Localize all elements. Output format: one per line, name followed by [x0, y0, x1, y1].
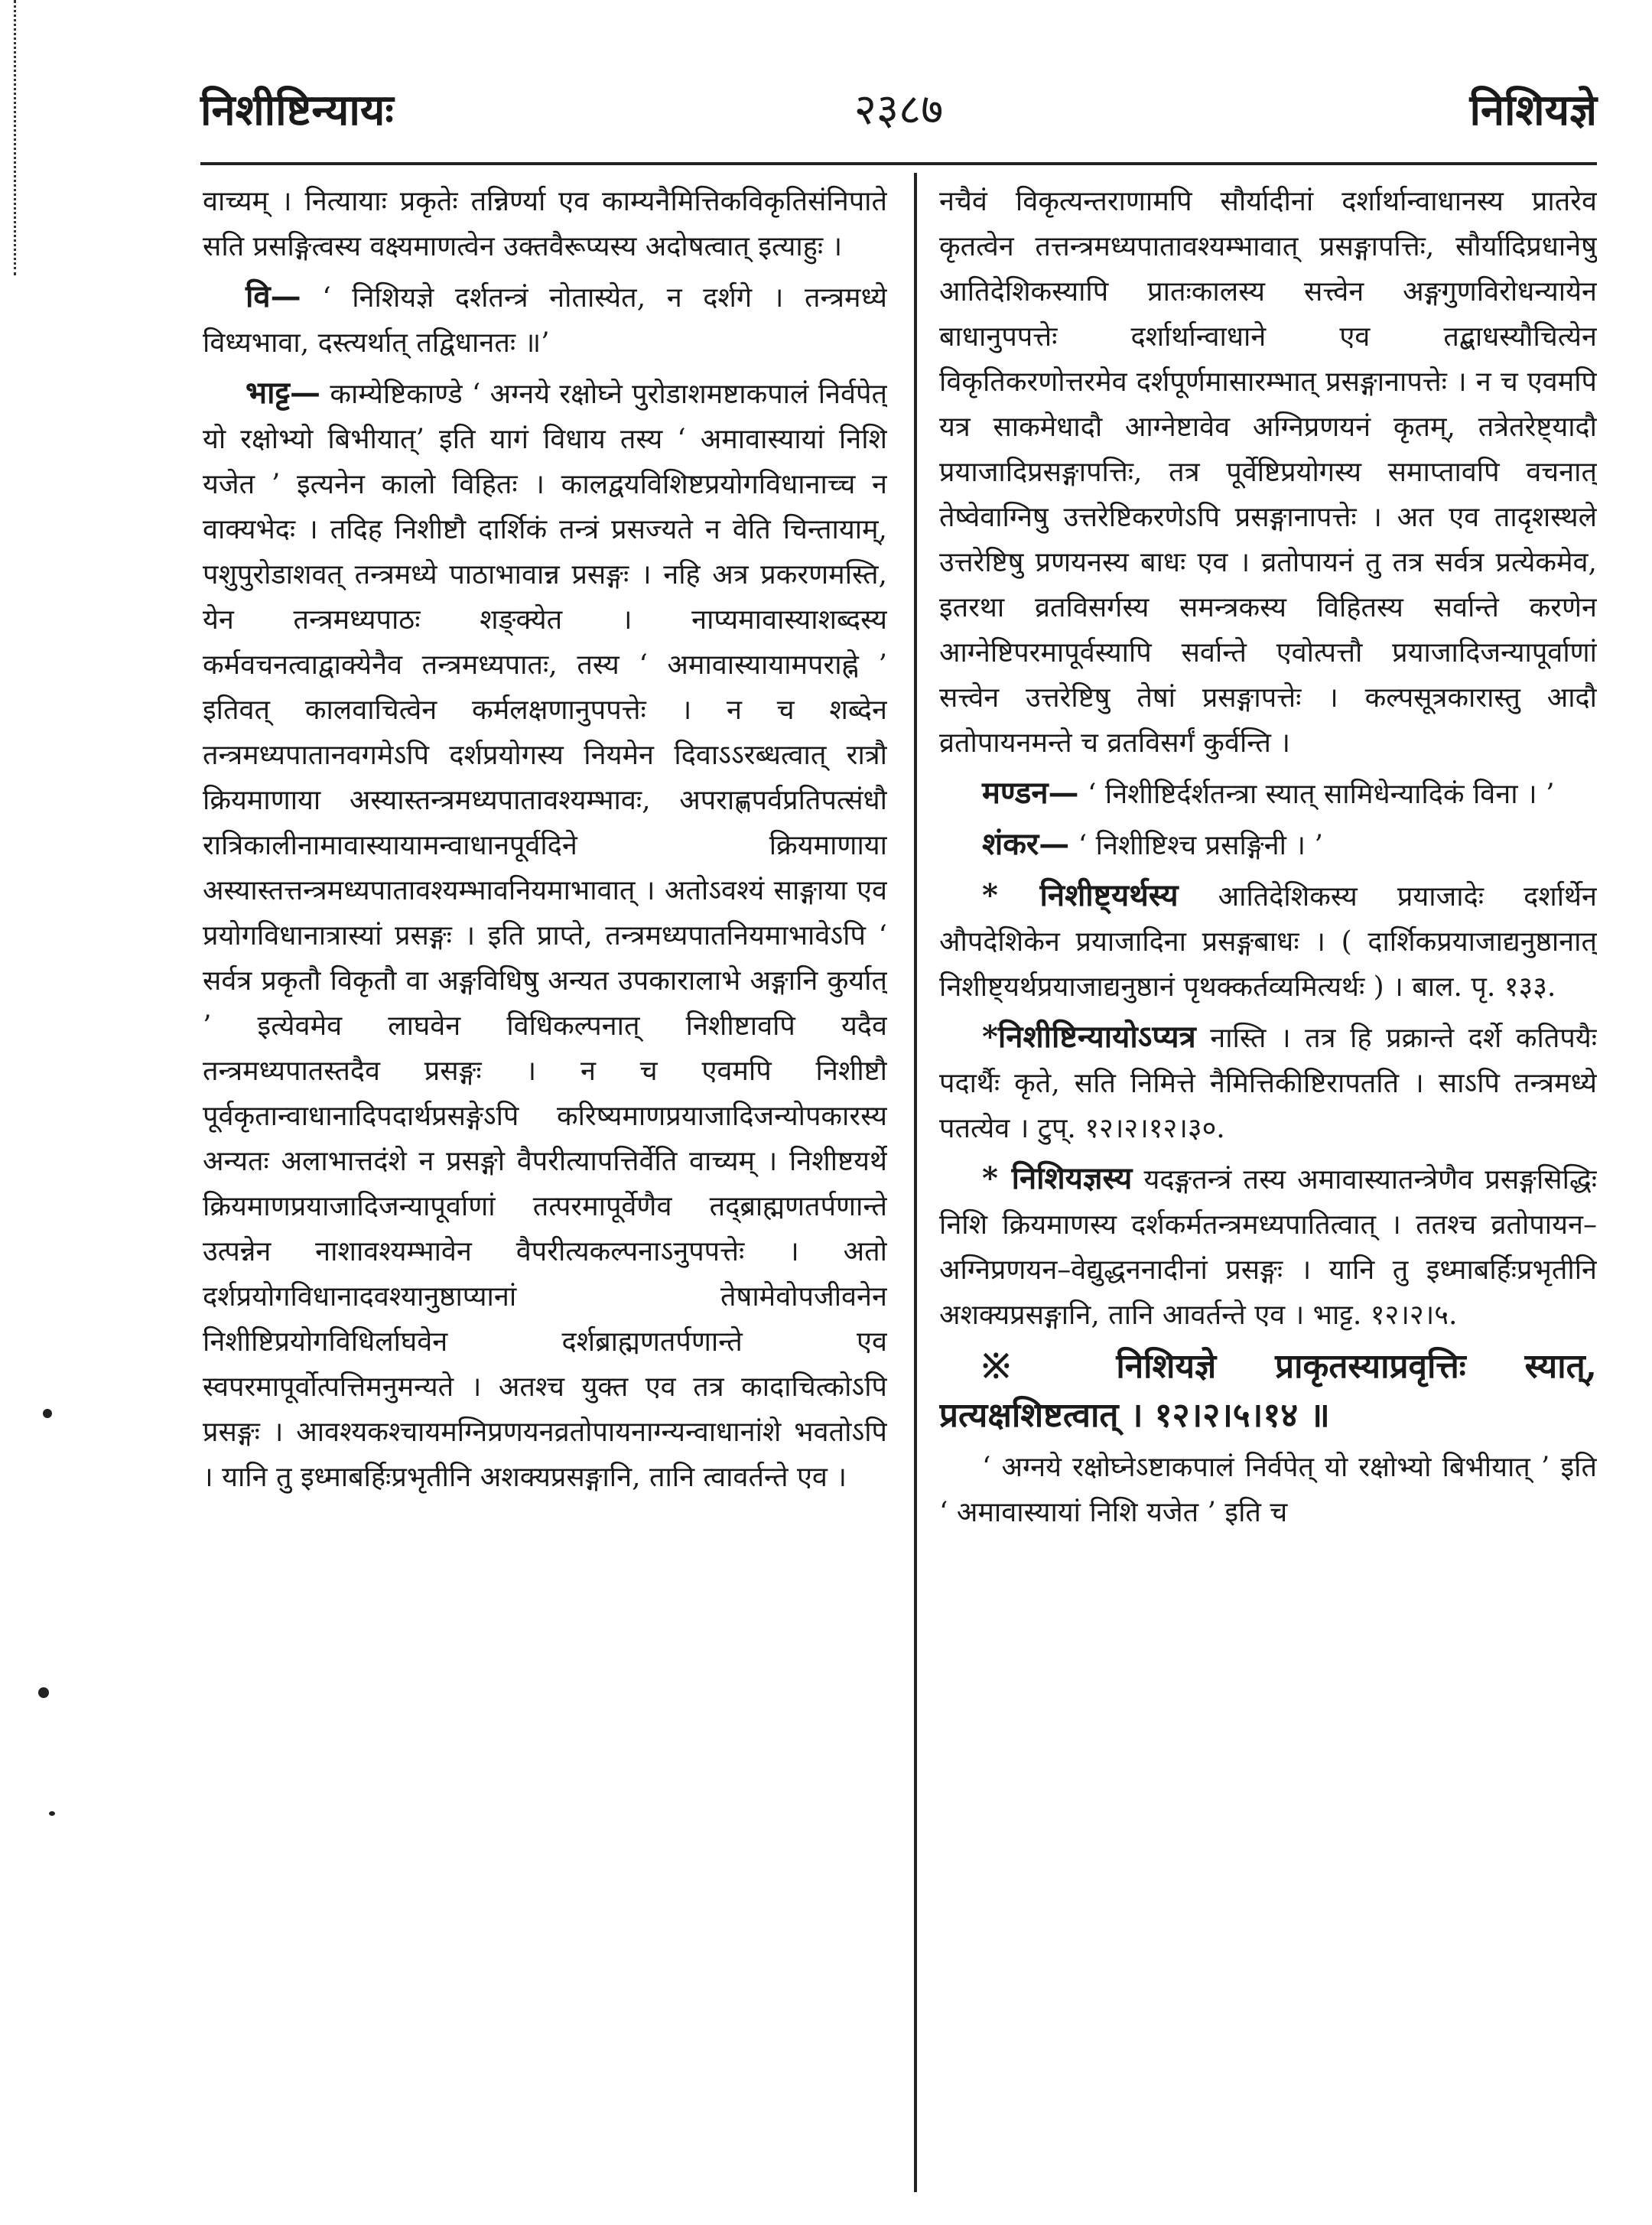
- paragraph: [203, 274, 887, 366]
- speaker-label: मण्डन—: [982, 775, 1079, 811]
- paragraph: [939, 179, 1597, 766]
- paragraph: [939, 873, 1597, 1010]
- paragraph: [939, 821, 1597, 868]
- paragraph-text: ‘ निशीष्टिश्च प्रसङ्गिनी । ’: [1078, 830, 1323, 861]
- paragraph-text: ‘ निशीष्टिर्दर्शतन्त्रा स्यात् सामिधेन्यादिकं विना । ’: [1087, 779, 1555, 810]
- page-header: [200, 69, 1597, 161]
- speaker-label: भाट्ट—: [246, 375, 321, 411]
- paragraph: [203, 179, 887, 269]
- right-column: [939, 179, 1597, 2198]
- paragraph-text: ‘ निशियज्ञे दर्शतन्त्रं नोतास्येत, न दर्शगे । तन्त्रमध्ये विध्यभावा, दस्त्यर्थात् तद्विधानतः ॥’: [203, 282, 887, 359]
- speaker-label: वि—: [246, 278, 301, 314]
- sutra-text: ※ निशियज्ञे प्राकृतस्याप्रवृत्तिः स्यात्, प्रत्यक्षशिष्टत्वात् । १२।२।५।१४ ॥: [939, 1347, 1597, 1435]
- sutra-line: [939, 1342, 1597, 1440]
- scan-speck: [49, 1811, 55, 1816]
- paragraph: [939, 1014, 1597, 1151]
- paragraph: [939, 770, 1597, 817]
- header-right-title: निशियज्ञे: [1469, 85, 1597, 135]
- paragraph: [939, 1445, 1597, 1535]
- paragraph-text: वाच्यम् । नित्यायाः प्रकृतेः तन्निर्ण्या एव काम्यनैमित्तिकविकृतिसंनिपाते सति प्रसङ्गित्वस्य वक्ष्यमाणत्वेन उक्तवैरूप्यस्य अदोषत्वात् इत्याहुः ।: [203, 186, 887, 262]
- header-rule: [200, 162, 1597, 165]
- paragraph-text: आतिदेशिकस्य प्रयाजादेः दर्शार्थेन औपदेशिकेन प्रयाजादिना प्रसङ्गबाधः । ( दार्शिकप्रयाजाद्यनुष्ठानात् निशीष्ट्यर्थप्रयाजाद्यनुष्ठानं पृथक्कर्तव्यमित्यर्थः ) । बाल. पृ. १३३.: [939, 881, 1597, 1003]
- starred-heading: *निशीष्टिन्यायोऽप्यत्र: [982, 1019, 1196, 1055]
- starred-heading: * निशीष्ट्यर्थस्य: [982, 877, 1179, 913]
- column-divider: [914, 173, 917, 2192]
- starred-heading: * निशियज्ञस्य: [982, 1160, 1133, 1196]
- paragraph-text: नास्ति । तत्र हि प्रक्रान्ते दर्शे कतिपयैः पदार्थैः कृते, सति निमित्ते नैमित्तिकीष्टिरापतति । साऽपि तन्त्रमध्ये पतत्येव । टुप्. १२।२।१२।३०.: [939, 1023, 1597, 1144]
- paragraph-text: नचैवं विकृत्यन्तराणामपि सौर्यादीनां दर्शार्थान्वाधानस्य प्रातरेव कृतत्वेन तत्तन्त्रमध्यपातावश्यम्भावात् प्रसङ्गापत्तिः, सौर्यादिप्रधानेषु आतिदेशिकस्यापि प्रातःकालस्य सत्त्वेन अङ्गगुणविरोधन्यायेन बाधानुपपत्तेः दर्शार्थान्वाधाने एव तद्बाधस्यौचित्येन विकृतिकरणोत्तरमेव दर्शपूर्णमासारम्भात् प्रसङ्गानापत्तेः । न च एवमपि यत्र साकमेधादौ आग्नेष्टावेव अग्निप्रणयनं कृतम्, तत्रेतरेष्ट्यादौ प्रयाजादिप्रसङ्गापत्तिः, तत्र पूर्वेष्टिप्रयोगस्य समाप्तावपि वचनात् तेष्वेवाग्निषु उत्तरेष्टिकरणेऽपि प्रसङ्गानापत्तेः । अत एव तादृशस्थले उत्तरेष्टिषु प्रणयनस्य बाधः एव । व्रतोपायनं तु तत्र सर्वत्र प्रत्येकमेव, इतरथा व्रतविसर्गस्य समन्त्रकस्य विहितस्य सर्वान्ते करणेन आग्नेष्टिपरमापूर्वस्यापि सर्वान्ते एवोत्पत्तौ प्रयाजादिजन्यापूर्वाणां सत्त्वेन उत्तरेष्टिषु तेषां प्रसङ्गापत्तेः । कल्पसूत्रकारास्तु आदौ व्रतोपायनमन्ते च व्रतविसर्गं कुर्वन्ति ।: [939, 186, 1597, 759]
- paragraph-text: यदङ्गतन्त्रं तस्य अमावास्यातन्त्रेणैव प्रसङ्गसिद्धिः निशि क्रियमाणस्य दर्शकर्मतन्त्रमध्यपातित्वात् । ततश्च व्रतोपायन–अग्निप्रणयन–वेद्युद्धननादीनां प्रसङ्गः । यानि तु इध्माबर्हिःप्रभृतीनि अशक्यप्रसङ्गानि, तानि आवर्तन्ते एव । भाट्ट. १२।२।५.: [939, 1164, 1597, 1331]
- scan-speck: [38, 1687, 49, 1698]
- scan-edge-mark: [14, 0, 18, 275]
- page-number: २३८७: [854, 85, 944, 135]
- paragraph-text: काम्येष्टिकाण्डे ‘ अग्नये रक्षोघ्ने पुरोडाशमष्टाकपालं निर्वपेत् यो रक्षोभ्यो बिभीयात्’ इति यागं विधाय तस्य ‘ अमावास्यायां निशि यजेत ’ इत्यनेन कालो विहितः । कालद्वयविशिष्टप्रयोगविधानाच्च न वाक्यभेदः । तदिह निशीष्टौ दार्शिकं तन्त्रं प्रसज्यते न वेति चिन्तायाम्, पशुपुरोडाशवत् तन्त्रमध्ये पाठाभावान्न प्रसङ्गः । नहि अत्र प्रकरणमस्ति, येन तन्त्रमध्यपाठः शङ्क्येत । नाप्यमावास्याशब्दस्य कर्मवचनत्वाद्वाक्येनैव तन्त्रमध्यपातः, तस्य ‘ अमावास्यायामपराह्ने ’ इतिवत् कालवाचित्वेन कर्मलक्षणानुपपत्तेः । न च शब्देन तन्त्रमध्यपातानवगमेऽपि दर्शप्रयोगस्य नियमेन दिवाऽऽरब्धत्वात् रात्रौ क्रियमाणाया अस्यास्तन्त्रमध्यपातावश्यम्भावः, अपराह्णपर्वप्रतिपत्संधौ रात्रिकालीनामावास्यायामन्वाधानपूर्वदिने क्रियमाणाया अस्यास्तत्तन्त्रमध्यपातावश्यम्भावनियमाभावात् । अतोऽवश्यं साङ्गाया एव प्रयोगविधानात्रास्यां प्रसङ्गः । इति प्राप्ते, तन्त्रमध्यपातनियमाभावेऽपि ‘ सर्वत्र प्रकृतौ विकृतौ वा अङ्गविधिषु अन्यत उपकारालाभे अङ्गानि कुर्यात् ’ इत्येवमेव लाघवेन विधिकल्पनात् निशीष्टावपि यदैव तन्त्रमध्यपातस्तदैव प्रसङ्गः । न च एवमपि निशीष्टौ पूर्वकृतान्वाधानादिपदार्थप्रसङ्गेऽपि करिष्यमाणप्रयाजादिजन्योपकारस्य अन्यतः अलाभात्तदंशे न प्रसङ्गो वैपरीत्यापत्तिर्वेति वाच्यम् । निशीष्टयर्थे क्रियमाणप्रयाजादिजन्यापूर्वाणां तत्परमापूर्वेणैव तद्ब्राह्मणतर्पणान्ते उत्पन्नेन नाशावश्यम्भावेन वैपरीत्यकल्पनाऽनुपपत्तेः । अतो दर्शप्रयोगविधानादवश्यानुष्ठाप्यानां तेषामेवोपजीवनेन निशीष्टिप्रयोगविधिर्लाघवेन दर्शब्राह्मणतर्पणान्ते एव स्वपरमापूर्वोत्पत्तिमनुमन्यते । अतश्च युक्त एव तत्र कादाचित्कोऽपि प्रसङ्गः । आवश्यकश्चायमग्निप्रणयनव्रतोपायनाग्न्यन्वाधानांशे भवतोऽपि । यानि तु इध्माबर्हिःप्रभृतीनि अशक्यप्रसङ्गानि, तानि त्वावर्तन्ते एव ।: [203, 379, 887, 1493]
- scan-speck: [43, 1409, 52, 1418]
- paragraph: [939, 1156, 1597, 1338]
- speaker-label: शंकर—: [982, 826, 1070, 862]
- paragraph: [203, 370, 887, 1500]
- left-column: [203, 179, 887, 2198]
- paragraph-text: ‘ अग्नये रक्षोघ्नेऽष्टाकपालं निर्वपेत् यो रक्षोभ्यो बिभीयात् ’ इति ‘ अमावास्यायां निशि यजेत ’ इति च: [939, 1452, 1597, 1528]
- header-left-title: निशीष्टिन्यायः: [200, 85, 394, 135]
